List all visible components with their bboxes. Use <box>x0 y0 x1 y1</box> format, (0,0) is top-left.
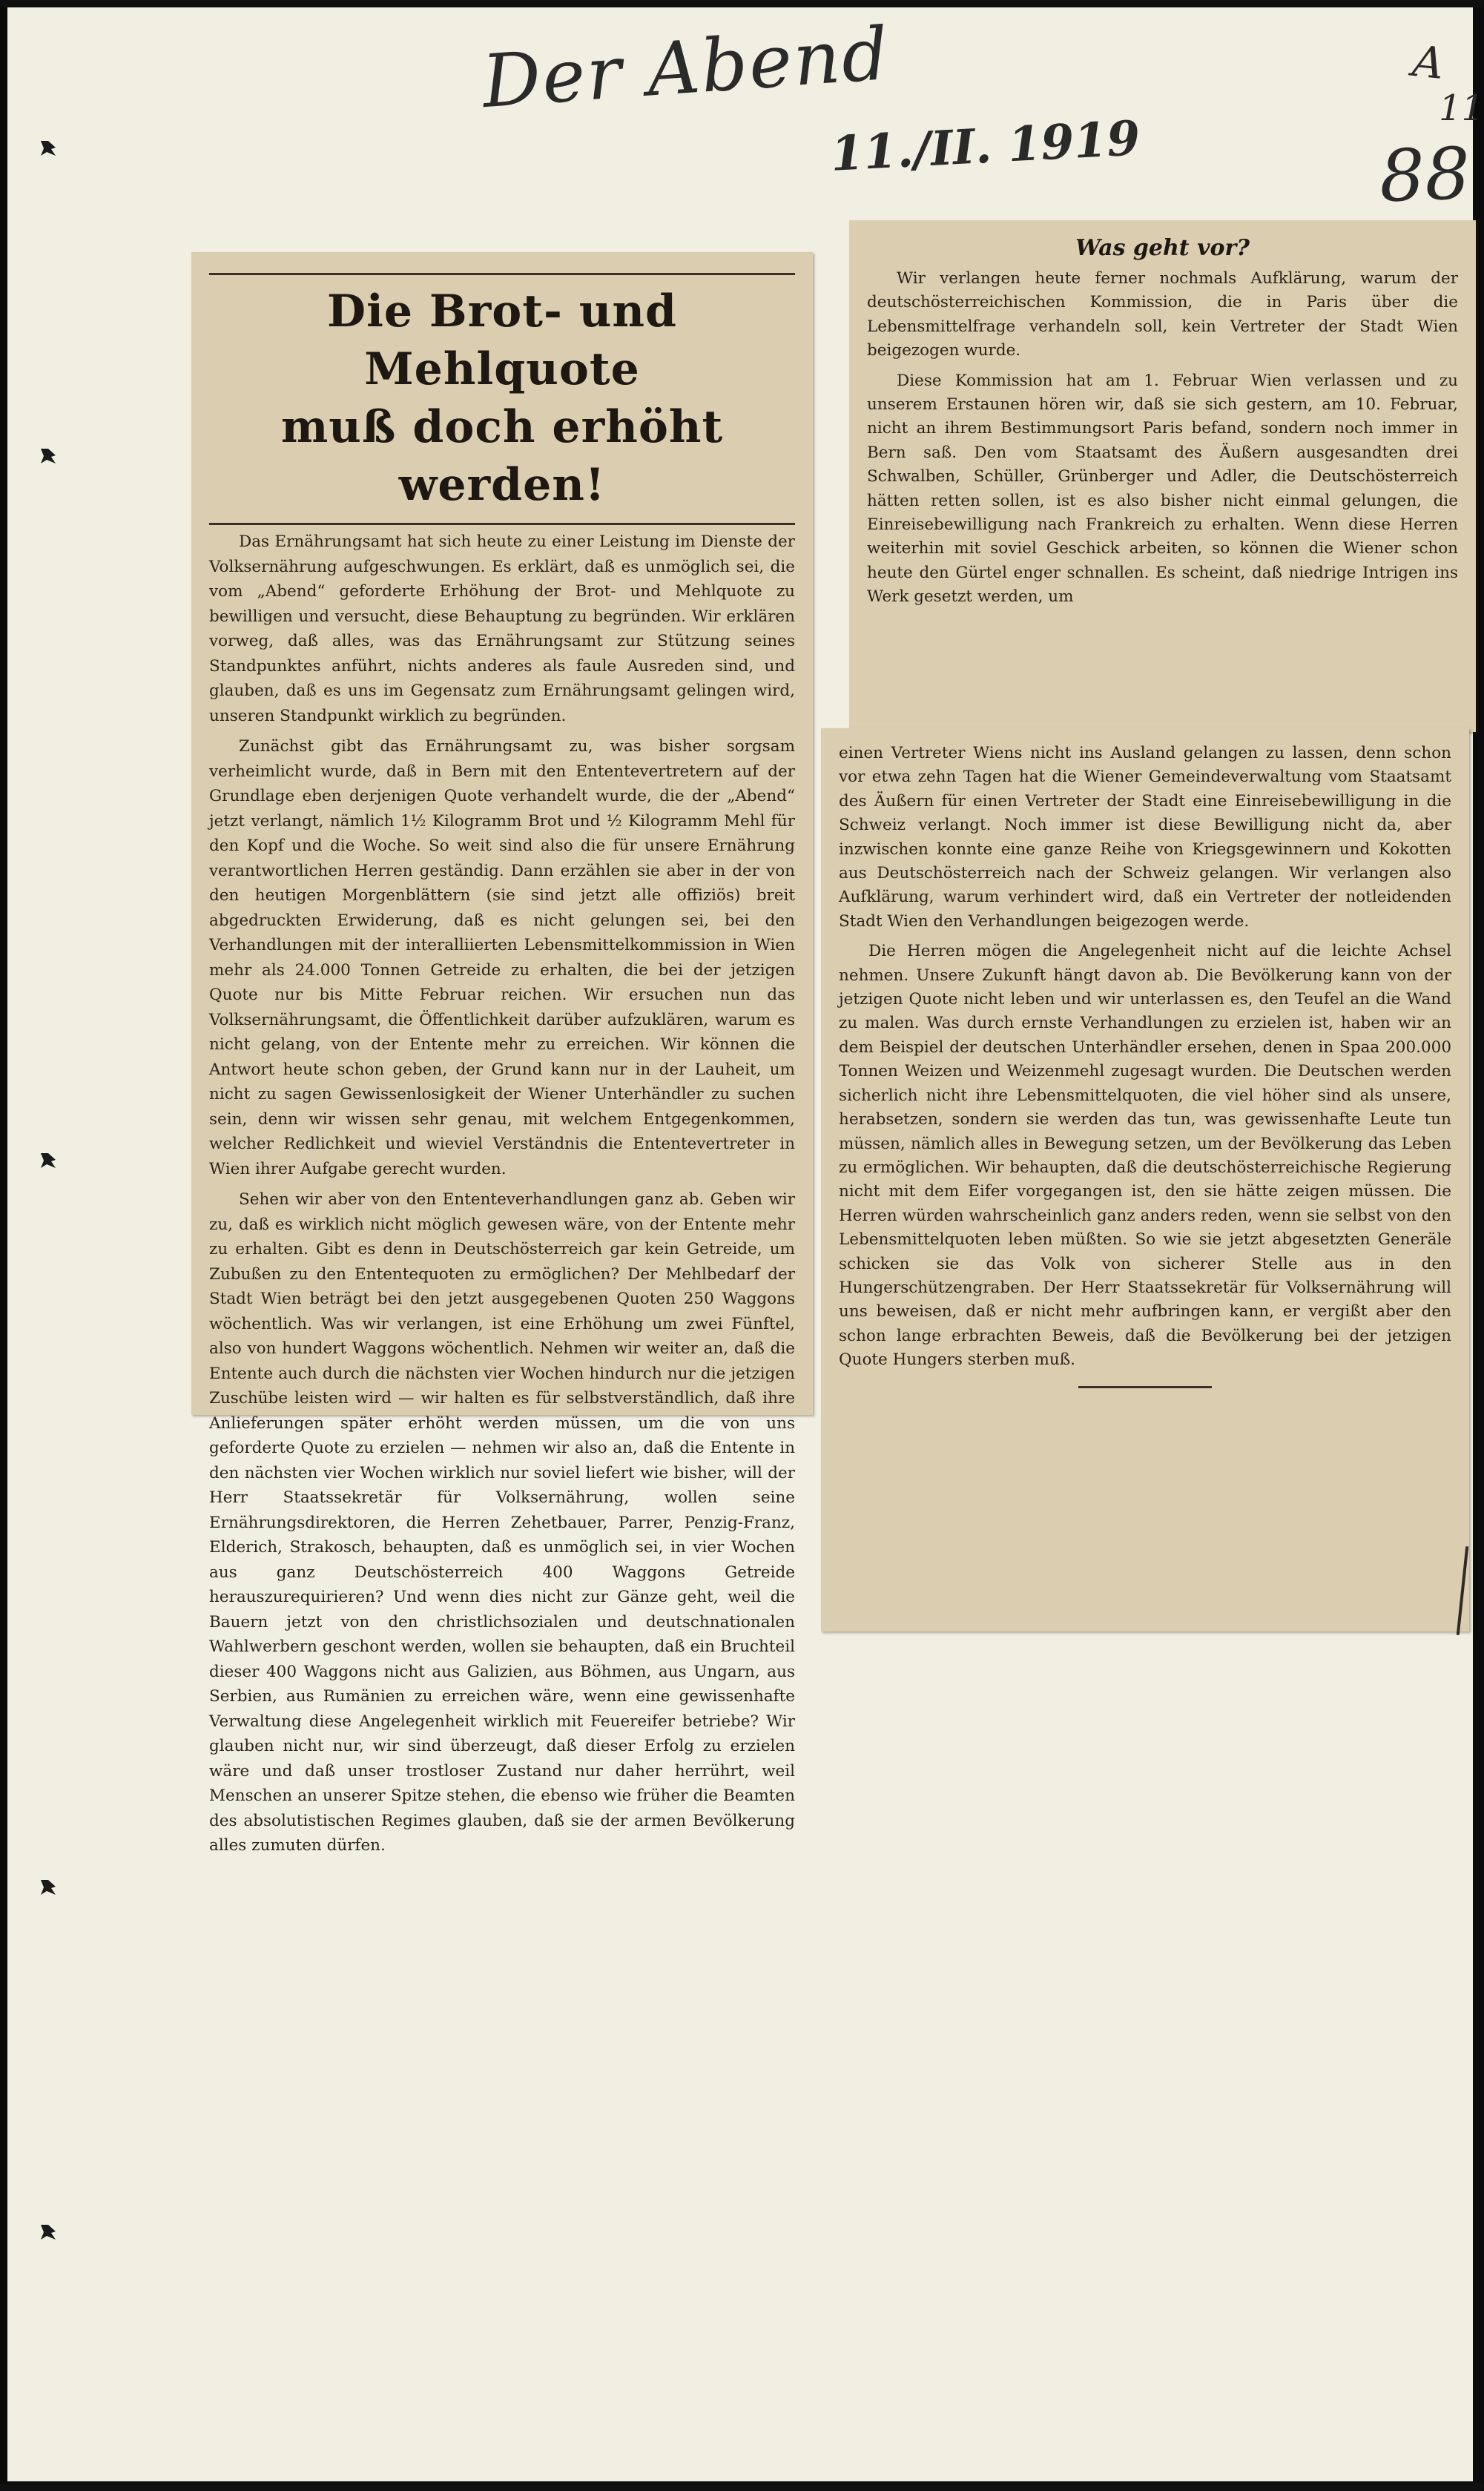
handwritten-newspaper-name: Der Abend <box>479 11 893 125</box>
article-paragraph: Sehen wir aber von den Ententeverhandlungen ganz ab. Geben wir zu, daß es wirklich nicht möglich gewesen wäre, von der Entente mehr zu erhalten. Gibt es denn in Deutschösterreich gar kein Getreide, um Zubußen zu den Ententequoten zu ermöglichen? Der Mehlbedarf der Stadt Wien beträgt bei den jetzt ausgegebenen Quoten 250 Waggons wöchentlich. Was wir verlangen, ist eine Erhöhung um zwei Fünftel, also von hundert Waggons wöchentlich. Nehmen wir weiter an, daß die Entente auch durch die nächsten vier Wochen hindurch nur die jetzigen Zuschübe leisten wird — wir halten es für selbstverständlich, daß ihre Anlieferungen später erhöht werden müssen, um die von uns geforderte Quote zu erzielen — nehmen wir also an, daß die Entente in den nächsten vier Wochen wirklich nur soviel liefert wie bisher, will der Herr Staatssekretär für Volksernährung, wollen seine Ernährungsdirektoren, die Herren Zehetbauer, Parrer, Penzig-Franz, Elderich, Strakosch, behaupten, daß es unmöglich sei, in vier Wochen aus ganz Deutschösterreich 400 Waggons Getreide herauszurequirieren? Und wenn dies nicht zur Gänze geht, weil die Bauern jetzt von den christlichsozialen und deutschnationalen Wahlwerbern geschont werden, wollen sie behaupten, daß ein Bruchteil dieser 400 Waggons nicht aus Galizien, aus Böhmen, aus Ungarn, aus Serbien, aus Rumänien zu erreichen wäre, wenn eine gewissenhafte Verwaltung diese Angelegenheit wirklich mit Feuereifer betriebe? Wir glauben nicht nur, wir sind überzeugt, daß dieser Erfolg zu erzielen wäre und daß unser trostloser Zustand nur daher herrührt, weil Menschen an unserer Spitze stehen, die ebenso wie früher die Beamten des absolutistischen Regimes glauben, daß sie der armen Bevölkerung alles zumuten dürfen. <box>209 1190 795 1855</box>
clipping-left-article <box>191 252 813 1855</box>
binding-hole-mark <box>41 1153 56 1168</box>
scan-border-bottom <box>0 2484 1483 2491</box>
article-paragraph: einen Vertreter Wiens nicht ins Ausland gelangen zu lassen, denn schon vor etwa zehn Tagen hat die Wiener Gemeindeverwaltung vom Staatsamt des Äußern für einen Vertreter der Stadt eine Einreisebewilligung in die Schweiz verlangt. Noch immer ist diese Bewilligung nicht da, aber inzwischen konnte eine ganze Reihe von Kriegsgewinnern und Kokotten aus Deutschösterreich nach der Schweiz gelangen. Wir verlangen also Aufklärung, warum verhindert wird, daß ein Vertreter der notleidenden Stadt Wien den Verhandlungen beigezogen werde. <box>839 744 1451 931</box>
article-headline <box>209 273 795 525</box>
article-body <box>209 529 795 1858</box>
article-paragraph: Zunächst gibt das Ernährungsamt zu, was bisher sorgsam verheimlicht wurde, daß in Bern mit den Ententevertretern auf der Grundlage eben derjenigen Quote verhandelt wurde, die der „Abend“ jetzt verlangt, nämlich 1½ Kilogramm Brot und ½ Kilogramm Mehl für den Kopf und die Woche. So weit sind also die für unsere Ernährung verantwortlichen Herren geständig. Dann erzählen sie aber in der von den heutigen Morgenblättern (sie sind jetzt alle offiziös) breit abgedruckten Erwiderung, daß es nicht gelungen sei, bei den Verhandlungen mit der interalliierten Lebensmittelkommission in Wien mehr als 24.000 Tonnen Getreide zu erhalten, die bei der jetzigen Quote nur bis Mitte Februar reichen. Wir ersuchen nun das Volksernährungsamt, die Öffentlichkeit darüber aufzuklären, warum es nicht gelang, von der Entente mehr zu erreichen. Wir können die Antwort heute schon geben, der Grund kann nur in der Lauheit, um nicht zu sagen Gewissenlosigkeit der Wiener Unterhändler zu suchen sein, denn wir wissen sehr genau, mit welchem Entgegenkommen, welcher Redlichkeit und wieviel Verständnis die Ententevertreter in Wien ihrer Aufgabe gerecht wurden. <box>209 737 795 1178</box>
article-paragraph: Diese Kommission hat am 1. Februar Wien verlassen und zu unserem Erstaunen hören wir, daß sie sich gestern, am 10. Februar, nicht an ihrem Bestimmungsort Paris befand, sondern noch immer in Bern saß. Den vom Staatsamt des Äußern ausgesandten drei Schwalben, Schüller, Grünberger und Adler, die Deutschösterreich hätten retten sollen, ist es also bisher nicht einmal gelungen, die Einreisebewilligung nach Frankreich zu erhalten. Wenn diese Herren weiterhin mit soviel Geschick arbeiten, so können die Wiener schon heute den Gürtel enger schnallen. Es scheint, daß niedrige Intrigen ins Werk gesetzt werden, um <box>867 371 1458 607</box>
end-rule <box>1078 1386 1212 1388</box>
archive-sheet <box>7 7 1484 2481</box>
article-body-top <box>867 267 1458 610</box>
handwritten-page-number: 88 <box>1378 131 1472 219</box>
scan-border-top <box>0 0 1483 7</box>
handwritten-corner-mark-2: 11 <box>1439 88 1484 129</box>
headline-line-2: muß doch erhöht werden! <box>280 401 724 511</box>
article-title: Was geht vor? <box>1075 235 1250 261</box>
binding-hole-mark <box>41 2225 56 2240</box>
handwritten-date: 11./II. 1919 <box>829 110 1141 182</box>
binding-hole-mark <box>41 449 56 463</box>
article-paragraph: Das Ernährungsamt hat sich heute zu einer Leistung im Dienste der Volksernährung aufgeschwungen. Es erklärt, daß es unmöglich sei, die vom „Abend“ geforderte Erhöhung der Brot- und Mehlquote zu bewilligen und versucht, diese Behauptung zu begründen. Wir erklären vorweg, daß alles, was das Ernährungsamt zur Stützung seines Standpunktes anführt, nichts anderes als faule Ausreden sind, und glauben, daß es uns im Gegensatz zum Ernährungsamt gelingen wird, unseren Standpunkt wirklich zu begründen. <box>209 532 795 725</box>
handwritten-corner-mark: A <box>1410 35 1447 90</box>
headline-line-1: Die Brot- und Mehlquote <box>327 286 677 395</box>
binding-hole-mark <box>41 141 56 156</box>
clipping-right-article-bottom <box>821 728 1469 1631</box>
binding-hole-mark <box>41 1880 56 1895</box>
article-paragraph: Die Herren mögen die Angelegenheit nicht auf die leichte Achsel nehmen. Unsere Zukunft hängt davon ab. Die Bevölkerung kann von der jetzigen Quote nicht leben und wir unterlassen es, den Teufel an die Wand zu malen. Was durch ernste Verhandlungen zu erzielen ist, haben wir an dem Beispiel der deutschen Unterhändler ersehen, denen in Spaa 200.000 Tonnen Weizen und Weizenmehl zugesagt wurden. Die Deutschen werden sicherlich nicht ihre Lebensmittelquoten, die viel höher sind als unsere, herabsetzen, sondern sie werden das tun, was gewissenhafte Leute tun müssen, nämlich alles in Bewegung setzen, um der Bevölkerung das Leben zu ermöglichen. Wir behaupten, daß die deutschösterreichische Regierung nicht mit dem Eifer vorgegangen ist, den sie hätte zeigen müssen. Die Herren würden wahrscheinlich ganz anders reden, wenn sie selbst von den Lebensmittelquoten leben müßten. So wie sie jetzt abgesetzten Generäle schicken sie das Volk von sicherer Stelle aus in den Hungerschützengraben. Der Herr Staatssekretär für Volksernährung will uns beweisen, daß er nicht mehr aufbringen kann, er vergißt aber den schon lange erbrachten Beweis, daß die Bevölkerung bei der jetzigen Quote Hungers sterben muß. <box>839 942 1451 1370</box>
article-paragraph: Wir verlangen heute ferner nochmals Aufklärung, warum der deutschösterreichischen Kommission, die in Paris über die Lebensmittelfrage verhandeln soll, kein Vertreter der Stadt Wien beigezogen wurde. <box>867 269 1458 360</box>
clipping-right-article-top <box>849 220 1476 732</box>
article-body-bottom <box>839 742 1451 1373</box>
